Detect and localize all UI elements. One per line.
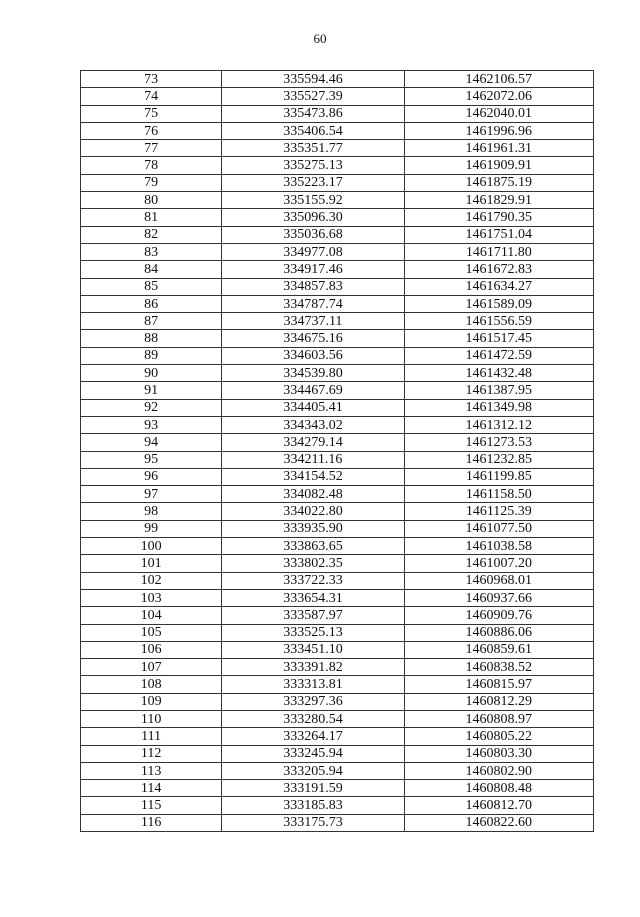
table-row [81, 105, 594, 122]
y-coordinate-cell: 1460937.66 [404, 589, 593, 606]
point-number-cell: 111 [81, 728, 222, 745]
y-coordinate-cell: 1461996.96 [404, 122, 593, 139]
point-number-cell: 81 [81, 209, 222, 226]
x-coordinate-cell: 335473.86 [222, 105, 404, 122]
point-number-cell: 87 [81, 313, 222, 330]
y-coordinate-cell: 1460812.70 [404, 797, 593, 814]
table-row [81, 520, 594, 537]
point-number-cell: 91 [81, 382, 222, 399]
table-row [81, 347, 594, 364]
x-coordinate-cell: 334467.69 [222, 382, 404, 399]
coordinate-table-body [81, 71, 594, 832]
table-row [81, 416, 594, 433]
x-coordinate-cell: 335594.46 [222, 71, 404, 88]
x-coordinate-cell: 335527.39 [222, 88, 404, 105]
point-number-cell: 76 [81, 122, 222, 139]
x-coordinate-cell: 334917.46 [222, 261, 404, 278]
y-coordinate-cell: 1460808.97 [404, 710, 593, 727]
y-coordinate-cell: 1460838.52 [404, 659, 593, 676]
x-coordinate-cell: 333313.81 [222, 676, 404, 693]
y-coordinate-cell: 1460802.90 [404, 762, 593, 779]
y-coordinate-cell: 1461387.95 [404, 382, 593, 399]
table-row [81, 503, 594, 520]
x-coordinate-cell: 333297.36 [222, 693, 404, 710]
x-coordinate-cell: 334857.83 [222, 278, 404, 295]
point-number-cell: 82 [81, 226, 222, 243]
y-coordinate-cell: 1460968.01 [404, 572, 593, 589]
point-number-cell: 116 [81, 814, 222, 831]
point-number-cell: 104 [81, 607, 222, 624]
x-coordinate-cell: 334154.52 [222, 468, 404, 485]
x-coordinate-cell: 333802.35 [222, 555, 404, 572]
y-coordinate-cell: 1461517.45 [404, 330, 593, 347]
table-row [81, 243, 594, 260]
table-row [81, 676, 594, 693]
table-row [81, 140, 594, 157]
point-number-cell: 74 [81, 88, 222, 105]
table-row [81, 313, 594, 330]
point-number-cell: 101 [81, 555, 222, 572]
x-coordinate-cell: 333935.90 [222, 520, 404, 537]
table-row [81, 607, 594, 624]
point-number-cell: 109 [81, 693, 222, 710]
point-number-cell: 73 [81, 71, 222, 88]
point-number-cell: 75 [81, 105, 222, 122]
x-coordinate-cell: 334737.11 [222, 313, 404, 330]
x-coordinate-cell: 334603.56 [222, 347, 404, 364]
x-coordinate-cell: 334539.80 [222, 365, 404, 382]
y-coordinate-cell: 1461961.31 [404, 140, 593, 157]
y-coordinate-cell: 1461672.83 [404, 261, 593, 278]
point-number-cell: 79 [81, 174, 222, 191]
y-coordinate-cell: 1461038.58 [404, 538, 593, 555]
y-coordinate-cell: 1461273.53 [404, 434, 593, 451]
y-coordinate-cell: 1460805.22 [404, 728, 593, 745]
x-coordinate-cell: 334675.16 [222, 330, 404, 347]
point-number-cell: 112 [81, 745, 222, 762]
point-number-cell: 83 [81, 243, 222, 260]
table-row [81, 762, 594, 779]
point-number-cell: 93 [81, 416, 222, 433]
y-coordinate-cell: 1461909.91 [404, 157, 593, 174]
point-number-cell: 77 [81, 140, 222, 157]
table-row [81, 278, 594, 295]
point-number-cell: 108 [81, 676, 222, 693]
x-coordinate-cell: 334211.16 [222, 451, 404, 468]
y-coordinate-cell: 1461158.50 [404, 486, 593, 503]
point-number-cell: 94 [81, 434, 222, 451]
coordinate-table [80, 70, 594, 832]
y-coordinate-cell: 1462040.01 [404, 105, 593, 122]
x-coordinate-cell: 335275.13 [222, 157, 404, 174]
point-number-cell: 110 [81, 710, 222, 727]
y-coordinate-cell: 1461711.80 [404, 243, 593, 260]
y-coordinate-cell: 1461751.04 [404, 226, 593, 243]
y-coordinate-cell: 1460808.48 [404, 780, 593, 797]
y-coordinate-cell: 1461199.85 [404, 468, 593, 485]
point-number-cell: 89 [81, 347, 222, 364]
point-number-cell: 95 [81, 451, 222, 468]
x-coordinate-cell: 333722.33 [222, 572, 404, 589]
y-coordinate-cell: 1461077.50 [404, 520, 593, 537]
x-coordinate-cell: 335096.30 [222, 209, 404, 226]
x-coordinate-cell: 335406.54 [222, 122, 404, 139]
y-coordinate-cell: 1460822.60 [404, 814, 593, 831]
table-row [81, 538, 594, 555]
table-row [81, 122, 594, 139]
point-number-cell: 113 [81, 762, 222, 779]
point-number-cell: 84 [81, 261, 222, 278]
table-row [81, 589, 594, 606]
table-row [81, 295, 594, 312]
y-coordinate-cell: 1461556.59 [404, 313, 593, 330]
y-coordinate-cell: 1461432.48 [404, 365, 593, 382]
y-coordinate-cell: 1460803.30 [404, 745, 593, 762]
point-number-cell: 78 [81, 157, 222, 174]
y-coordinate-cell: 1460859.61 [404, 641, 593, 658]
table-row [81, 365, 594, 382]
point-number-cell: 103 [81, 589, 222, 606]
y-coordinate-cell: 1461007.20 [404, 555, 593, 572]
table-row [81, 814, 594, 831]
x-coordinate-cell: 334343.02 [222, 416, 404, 433]
x-coordinate-cell: 333245.94 [222, 745, 404, 762]
table-row [81, 745, 594, 762]
point-number-cell: 85 [81, 278, 222, 295]
y-coordinate-cell: 1461790.35 [404, 209, 593, 226]
x-coordinate-cell: 333185.83 [222, 797, 404, 814]
page-number: 60 [313, 31, 327, 46]
table-row [81, 174, 594, 191]
x-coordinate-cell: 334022.80 [222, 503, 404, 520]
table-row [81, 382, 594, 399]
y-coordinate-cell: 1462072.06 [404, 88, 593, 105]
table-row [81, 572, 594, 589]
table-row [81, 330, 594, 347]
table-row [81, 157, 594, 174]
y-coordinate-cell: 1461312.12 [404, 416, 593, 433]
x-coordinate-cell: 334279.14 [222, 434, 404, 451]
table-row [81, 486, 594, 503]
y-coordinate-cell: 1461875.19 [404, 174, 593, 191]
point-number-cell: 88 [81, 330, 222, 347]
y-coordinate-cell: 1461349.98 [404, 399, 593, 416]
table-row [81, 468, 594, 485]
point-number-cell: 114 [81, 780, 222, 797]
x-coordinate-cell: 333525.13 [222, 624, 404, 641]
point-number-cell: 96 [81, 468, 222, 485]
x-coordinate-cell: 333451.10 [222, 641, 404, 658]
point-number-cell: 92 [81, 399, 222, 416]
x-coordinate-cell: 335351.77 [222, 140, 404, 157]
table-row [81, 71, 594, 88]
point-number-cell: 106 [81, 641, 222, 658]
table-row [81, 710, 594, 727]
point-number-cell: 107 [81, 659, 222, 676]
x-coordinate-cell: 334977.08 [222, 243, 404, 260]
y-coordinate-cell: 1461634.27 [404, 278, 593, 295]
table-row [81, 797, 594, 814]
y-coordinate-cell: 1461125.39 [404, 503, 593, 520]
x-coordinate-cell: 335036.68 [222, 226, 404, 243]
table-row [81, 780, 594, 797]
x-coordinate-cell: 333391.82 [222, 659, 404, 676]
x-coordinate-cell: 335155.92 [222, 192, 404, 209]
x-coordinate-cell: 333191.59 [222, 780, 404, 797]
table-row [81, 261, 594, 278]
table-row [81, 209, 594, 226]
y-coordinate-cell: 1461472.59 [404, 347, 593, 364]
table-row [81, 659, 594, 676]
x-coordinate-cell: 333264.17 [222, 728, 404, 745]
y-coordinate-cell: 1462106.57 [404, 71, 593, 88]
y-coordinate-cell: 1461829.91 [404, 192, 593, 209]
table-row [81, 88, 594, 105]
x-coordinate-cell: 333654.31 [222, 589, 404, 606]
table-row [81, 451, 594, 468]
x-coordinate-cell: 334082.48 [222, 486, 404, 503]
table-row [81, 693, 594, 710]
point-number-cell: 98 [81, 503, 222, 520]
point-number-cell: 90 [81, 365, 222, 382]
table-row [81, 434, 594, 451]
y-coordinate-cell: 1460909.76 [404, 607, 593, 624]
y-coordinate-cell: 1461232.85 [404, 451, 593, 468]
point-number-cell: 115 [81, 797, 222, 814]
point-number-cell: 86 [81, 295, 222, 312]
table-row [81, 555, 594, 572]
x-coordinate-cell: 334405.41 [222, 399, 404, 416]
y-coordinate-cell: 1460815.97 [404, 676, 593, 693]
point-number-cell: 97 [81, 486, 222, 503]
x-coordinate-cell: 333205.94 [222, 762, 404, 779]
y-coordinate-cell: 1460812.29 [404, 693, 593, 710]
point-number-cell: 99 [81, 520, 222, 537]
table-row [81, 641, 594, 658]
y-coordinate-cell: 1460886.06 [404, 624, 593, 641]
table-row [81, 399, 594, 416]
y-coordinate-cell: 1461589.09 [404, 295, 593, 312]
x-coordinate-cell: 333863.65 [222, 538, 404, 555]
point-number-cell: 80 [81, 192, 222, 209]
table-row [81, 226, 594, 243]
x-coordinate-cell: 334787.74 [222, 295, 404, 312]
point-number-cell: 105 [81, 624, 222, 641]
x-coordinate-cell: 333175.73 [222, 814, 404, 831]
x-coordinate-cell: 333587.97 [222, 607, 404, 624]
table-row [81, 728, 594, 745]
x-coordinate-cell: 335223.17 [222, 174, 404, 191]
table-row [81, 192, 594, 209]
point-number-cell: 102 [81, 572, 222, 589]
point-number-cell: 100 [81, 538, 222, 555]
x-coordinate-cell: 333280.54 [222, 710, 404, 727]
table-row [81, 624, 594, 641]
